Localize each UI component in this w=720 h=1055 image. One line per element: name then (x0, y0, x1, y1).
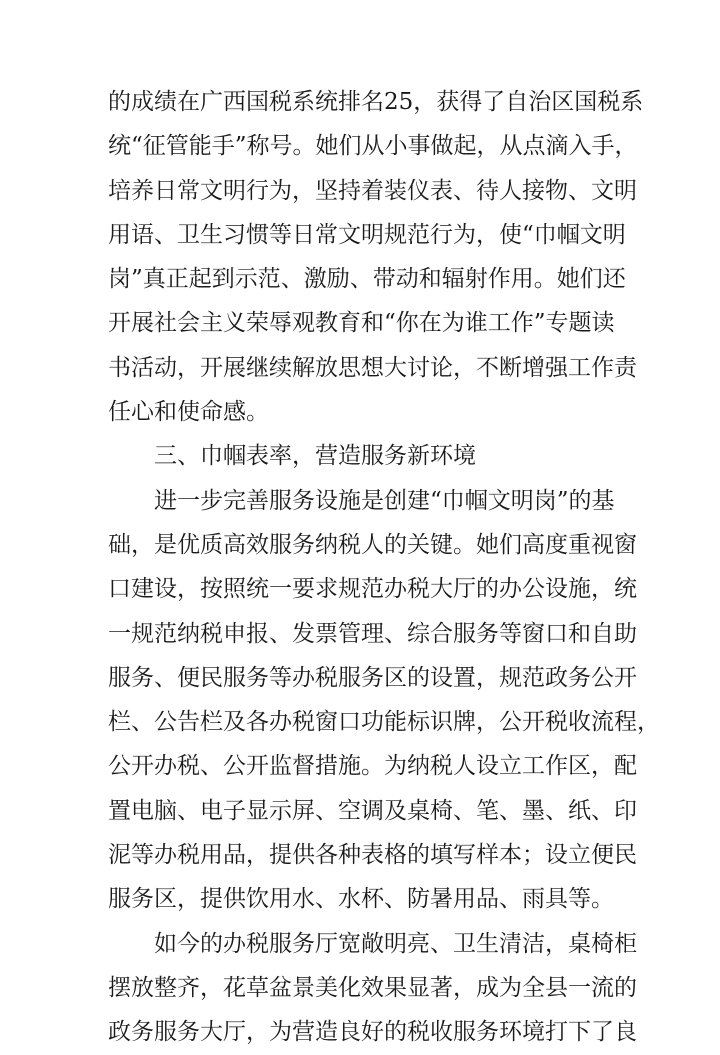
document-body (108, 80, 660, 1055)
text-line: 摆放整齐，花草盆景美化效果显著，成为全县一流的 (108, 974, 637, 1001)
text-line: 服务、便民服务等办税服务区的设置，规范政务公开 (108, 664, 637, 691)
text-line: 置电脑、电子显示屏、空调及桌椅、笔、墨、纸、印 (108, 797, 637, 824)
text-line: 开展社会主义荣辱观教育和“你在为谁工作”专题读 (108, 310, 615, 337)
text-line: 一规范纳税申报、发票管理、综合服务等窗口和自助 (108, 620, 637, 647)
text-line: 的成绩在广西国税系统排名25，获得了自治区国税系 (108, 89, 644, 115)
text-line: 培养日常文明行为，坚持着装仪表、待人接物、文明 (108, 177, 637, 204)
text-line: 栏、公告栏及各办税窗口功能标识牌，公开税收流程， (108, 709, 660, 736)
text-line: 进一步完善服务设施是创建“巾帼文明岗”的基 (154, 487, 615, 514)
text-line: 础，是优质高效服务纳税人的关键。她们高度重视窗 (108, 531, 637, 558)
text-line: 三、巾帼表率，营造服务新环境 (154, 443, 476, 470)
text-line: 统“征管能手”称号。她们从小事做起，从点滴入手， (108, 133, 638, 160)
text-line: 服务区，提供饮用水、水杯、防暑用品、雨具等。 (108, 886, 614, 913)
text-line: 公开办税、公开监督措施。为纳税人设立工作区，配 (108, 753, 637, 780)
text-line: 书活动，开展继续解放思想大讨论，不断增强工作责 (108, 354, 637, 381)
text-line: 岗”真正起到示范、激励、带动和辐射作用。她们还 (108, 266, 626, 293)
text-line: 用语、卫生习惯等日常文明规范行为，使“巾帼文明 (108, 221, 626, 248)
text-line: 口建设，按照统一要求规范办税大厅的办公设施，统 (108, 576, 637, 603)
text-line: 政务服务大厅，为营造良好的税收服务环境打下了良 (108, 1019, 637, 1046)
text-line: 泥等办税用品，提供各种表格的填写样本；设立便民 (108, 842, 637, 869)
text-line: 任心和使命感。 (108, 399, 269, 426)
text-line: 如今的办税服务厅宽敞明亮、卫生清洁，桌椅柜 (154, 930, 637, 957)
